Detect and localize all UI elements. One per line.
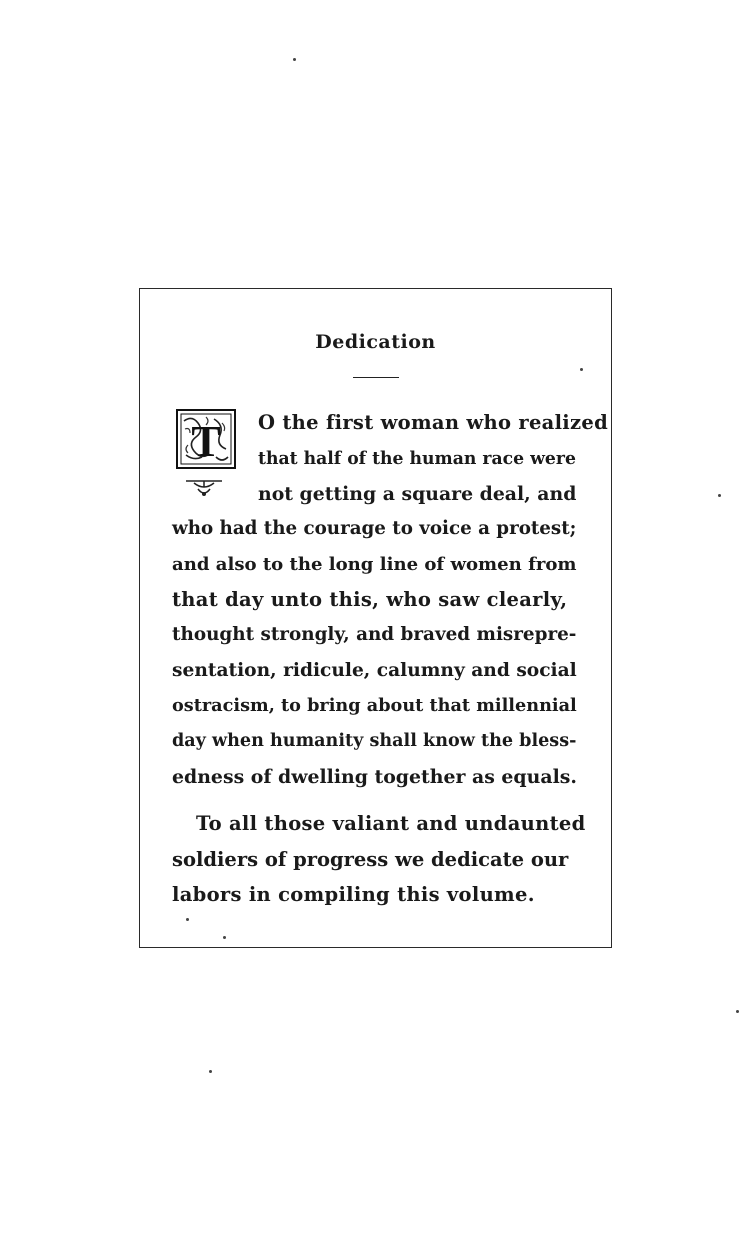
first-paragraph-line-8: sentation, ridicule, calumny and social: [172, 660, 577, 681]
first-paragraph-line-2: that half of the human race were: [258, 449, 576, 469]
first-paragraph-line-9: ostracism, to bring about that millennial: [172, 695, 577, 716]
first-paragraph-line-5: and also to the long line of women from: [172, 554, 577, 575]
scan-speck: [736, 1010, 739, 1013]
first-paragraph-line-7: thought strongly, and braved misrepre-: [172, 624, 577, 645]
svg-text:T: T: [191, 417, 221, 466]
dedication-frame: [139, 288, 612, 948]
scan-speck: [293, 58, 296, 61]
second-paragraph-line-2: soldiers of progress we dedicate our: [172, 848, 569, 871]
first-paragraph-line-11: edness of dwelling together as equals.: [172, 766, 577, 788]
first-paragraph-line-4: who had the courage to voice a protest;: [172, 518, 577, 539]
second-paragraph-line-3: labors in compiling this volume.: [172, 883, 535, 906]
scan-speck: [718, 494, 721, 497]
second-paragraph-line-1: To all those valiant and undaunted: [196, 812, 586, 835]
scan-speck: [209, 1070, 212, 1073]
scan-speck: [223, 936, 226, 939]
first-paragraph-line-10: day when humanity shall know the bless-: [172, 730, 577, 751]
first-paragraph-line-3: not getting a square deal, and: [258, 483, 577, 505]
first-paragraph-line-6: that day unto this, who saw clearly,: [172, 588, 568, 611]
drop-cap-letter: [191, 417, 220, 466]
dedication-heading: Dedication: [315, 331, 436, 353]
scan-speck: [580, 368, 583, 371]
fleuron-ornament: [184, 477, 224, 499]
first-paragraph-line-1: O the first woman who realized: [258, 411, 609, 434]
drop-cap-ornament: [176, 409, 236, 469]
scan-speck: [186, 918, 189, 921]
title-divider: [353, 377, 399, 378]
